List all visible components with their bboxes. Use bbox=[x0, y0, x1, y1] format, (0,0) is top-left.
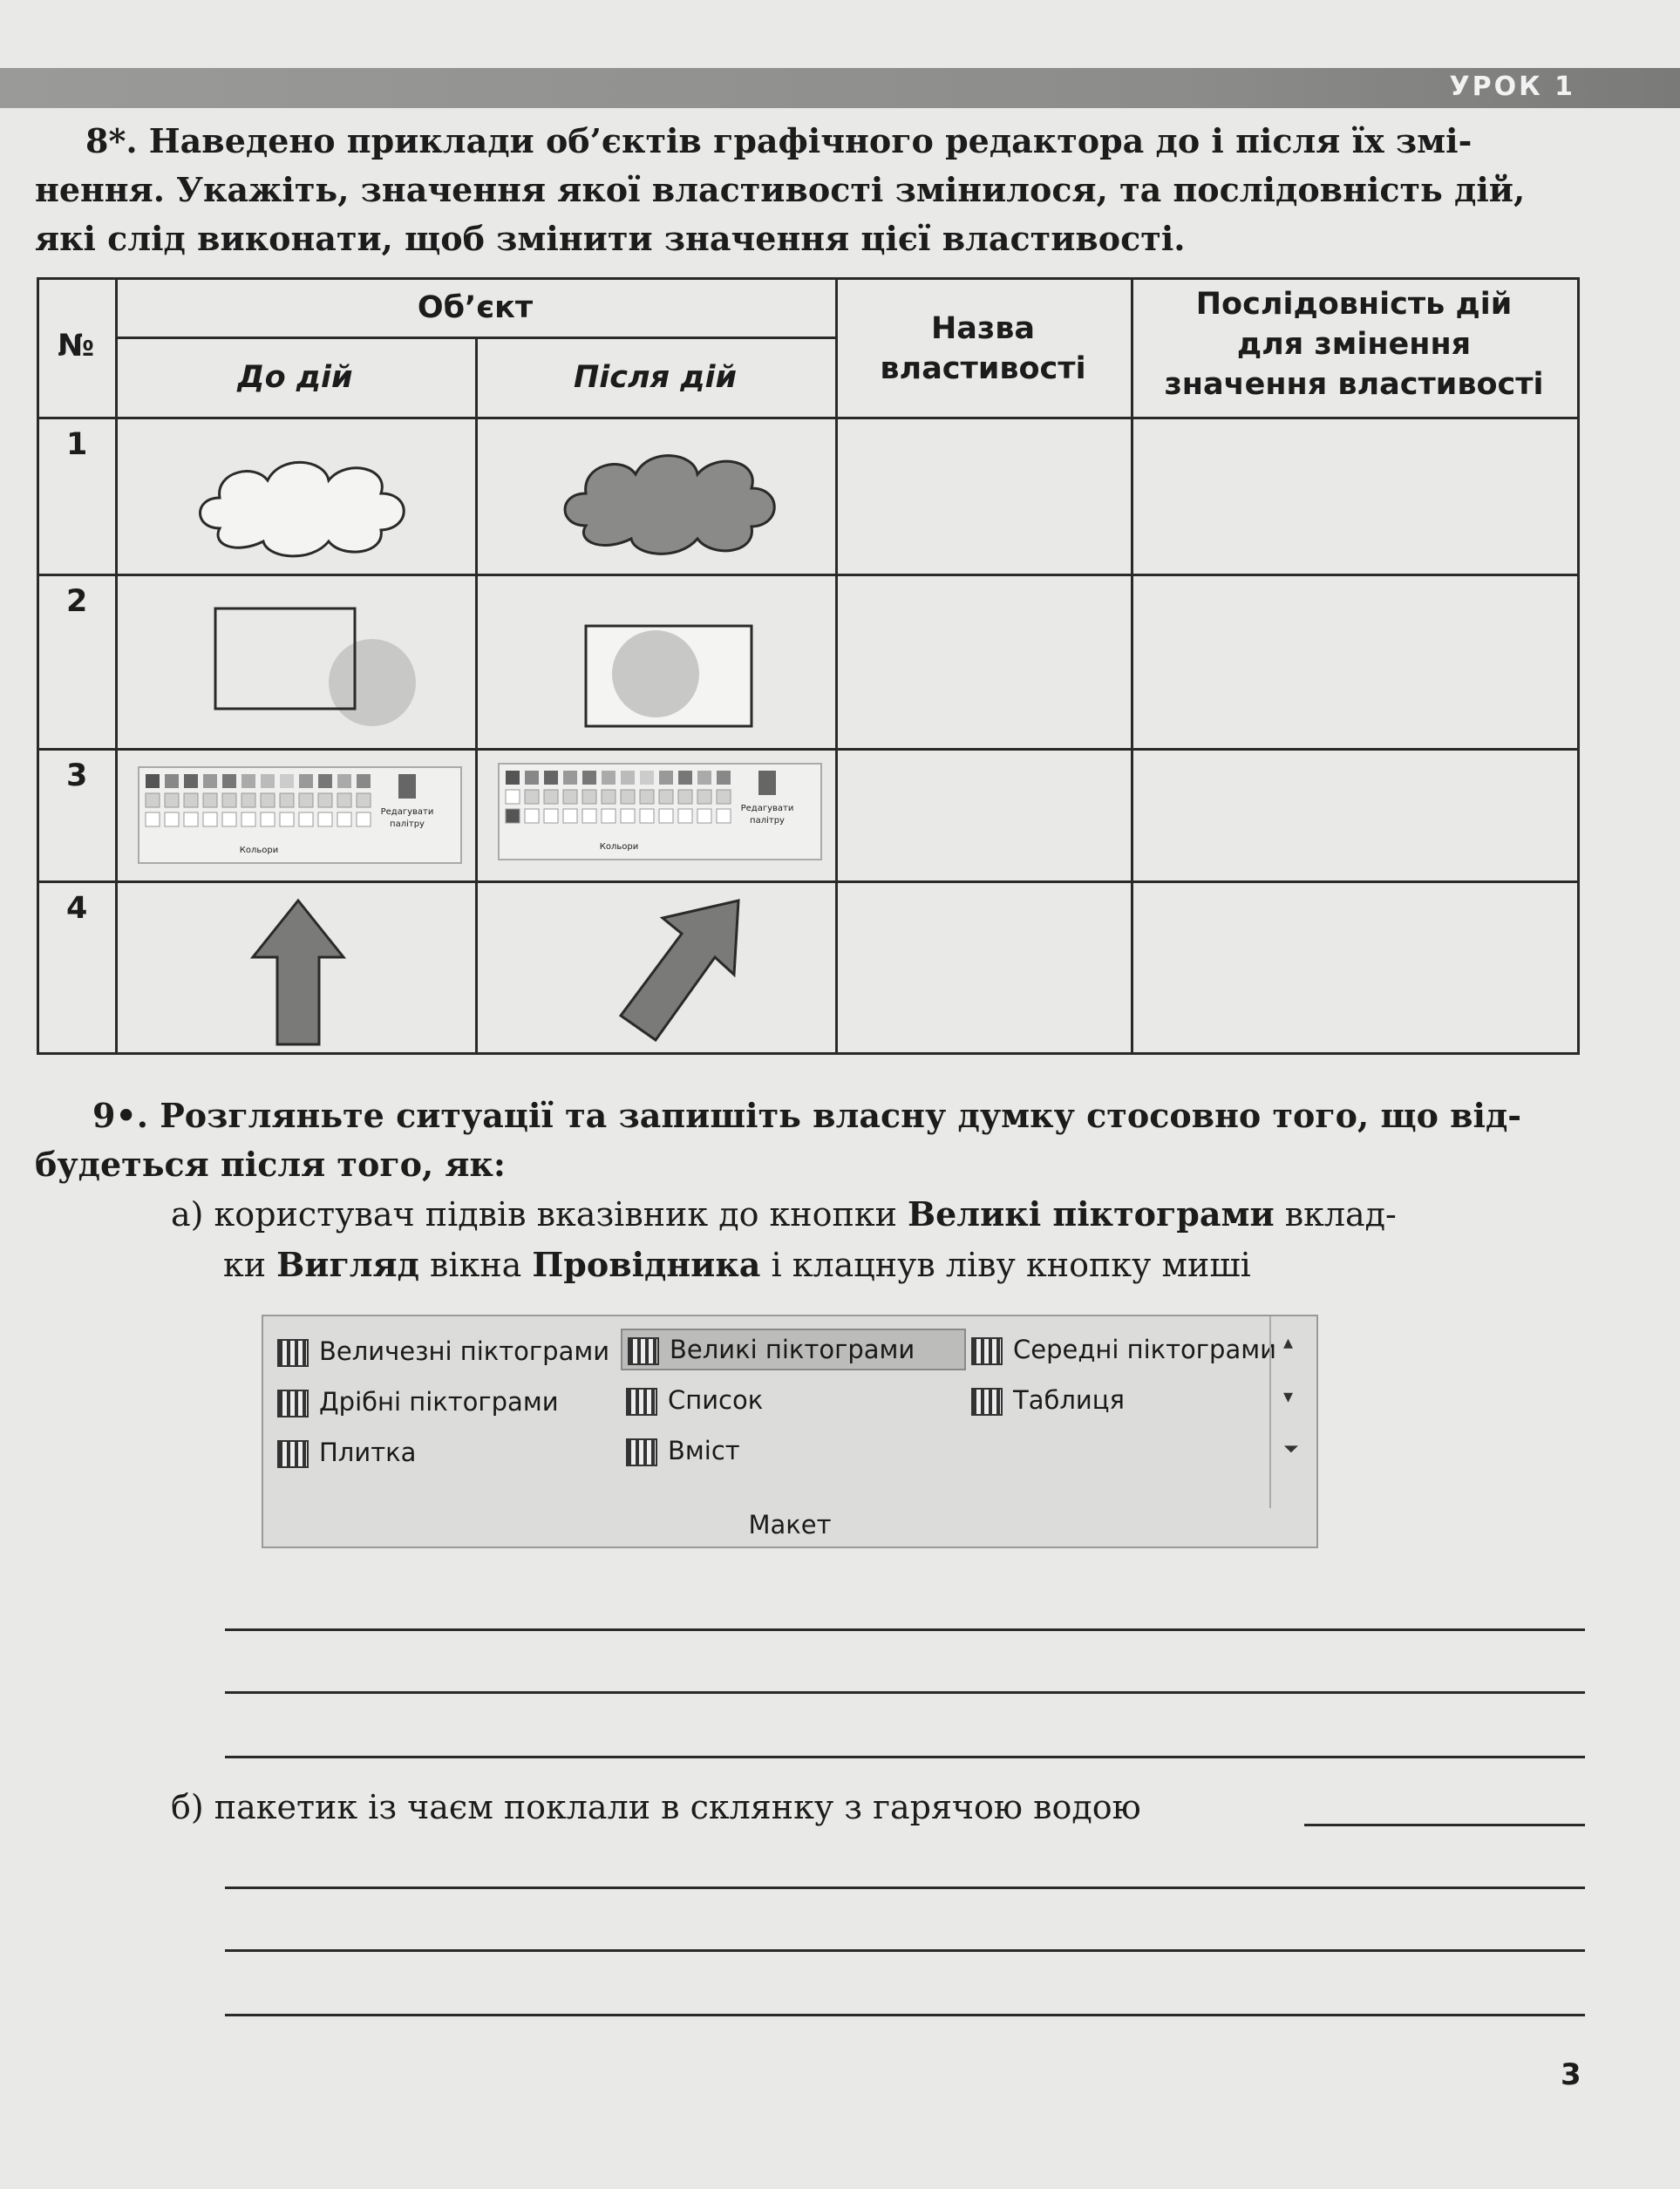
answer-line-b-0[interactable] bbox=[1304, 1824, 1585, 1826]
row-number-4: 4 bbox=[66, 891, 88, 926]
row-number-2: 2 bbox=[66, 584, 88, 619]
bold-large-icons: Великі піктограми bbox=[908, 1194, 1275, 1234]
answer-line-a-1[interactable] bbox=[225, 1628, 1585, 1631]
task-9-number: 9•. bbox=[92, 1096, 148, 1135]
task-9-line-1: Розгляньте ситуації та запишіть власну думку стосовно того, що від- bbox=[160, 1096, 1522, 1135]
answer-line-b-1[interactable] bbox=[225, 1886, 1585, 1889]
large-icons-option[interactable]: Великі піктограми bbox=[622, 1330, 964, 1369]
row-number-3: 3 bbox=[66, 758, 88, 793]
rect-circle-after-image bbox=[551, 591, 813, 739]
rect-circle-before-image bbox=[167, 591, 464, 739]
task-8-text bbox=[35, 117, 1587, 263]
col-header-number: № bbox=[57, 329, 95, 364]
list-option[interactable]: Список bbox=[626, 1381, 763, 1419]
cloud-after-image bbox=[551, 443, 813, 565]
row-number-1: 1 bbox=[66, 427, 88, 462]
palette-edit-label-2: палітру bbox=[750, 816, 785, 826]
explorer-layout-ribbon bbox=[262, 1315, 1318, 1548]
extra-large-icons-option[interactable]: Величезні піктограми bbox=[277, 1332, 609, 1370]
bold-explorer: Провідника bbox=[532, 1245, 761, 1284]
palette-edit-label-1: Редагувати bbox=[740, 804, 794, 813]
arrow-up-before-image bbox=[246, 896, 350, 1050]
cloud-before-image bbox=[185, 450, 446, 563]
extra-large-icons-icon bbox=[277, 1339, 309, 1367]
answer-line-b-3[interactable] bbox=[225, 2014, 1585, 2016]
col-header-property: Назва властивості bbox=[880, 311, 1086, 386]
content-icon bbox=[626, 1438, 657, 1466]
large-icons-icon bbox=[628, 1337, 659, 1365]
small-icons-option[interactable]: Дрібні піктограми bbox=[277, 1383, 559, 1421]
task-8-line-1: Наведено приклади об’єктів графічного редактора до і після їх змі- bbox=[148, 121, 1473, 160]
task-9b-text: б) пакетик із чаєм поклали в склянку з гарячою водою bbox=[171, 1788, 1141, 1826]
answer-line-b-2[interactable] bbox=[225, 1949, 1585, 1952]
answer-line-a-3[interactable] bbox=[225, 1756, 1585, 1758]
task-8-line-3: які слід виконати, щоб змінити значення цієї властивості. bbox=[35, 219, 1186, 258]
content-option[interactable]: Вміст bbox=[626, 1431, 740, 1470]
details-icon bbox=[971, 1388, 1003, 1416]
palette-after-image bbox=[497, 762, 828, 867]
task-8-line-2: нення. Укажіть, значення якої властивості змінилося, та послідовність дій, bbox=[35, 170, 1526, 209]
task-9-line-2: будеться після того, як: bbox=[35, 1145, 506, 1184]
lesson-label: УРОК 1 bbox=[1449, 71, 1575, 102]
page-number: 3 bbox=[1561, 2057, 1581, 2092]
bold-view: Вигляд bbox=[276, 1245, 419, 1284]
col-header-object: Об’єкт bbox=[417, 290, 534, 325]
answer-line-a-2[interactable] bbox=[225, 1691, 1585, 1694]
col-header-before: До дій bbox=[237, 360, 353, 395]
palette-edit-label-1: Редагувати bbox=[380, 807, 434, 817]
scroll-down-icon[interactable]: ▾ bbox=[1283, 1386, 1294, 1408]
palette-edit-label-2: палітру bbox=[390, 819, 425, 829]
col-header-after: Після дій bbox=[573, 360, 738, 395]
arrow-tilted-after-image bbox=[603, 892, 752, 1049]
details-option[interactable]: Таблиця bbox=[971, 1381, 1125, 1419]
palette-caption: Кольори bbox=[239, 846, 279, 855]
col-header-sequence: Послідовність дій для змінення значення властивості bbox=[1164, 287, 1544, 402]
tiles-icon bbox=[277, 1440, 309, 1468]
tiles-option[interactable]: Плитка bbox=[277, 1433, 416, 1472]
layout-group-caption: Макет bbox=[748, 1510, 832, 1540]
small-icons-icon bbox=[277, 1390, 309, 1417]
task-8-number: 8*. bbox=[85, 121, 138, 160]
palette-before-image bbox=[137, 765, 468, 870]
properties-table bbox=[37, 277, 1580, 1055]
list-icon bbox=[626, 1388, 657, 1416]
expand-gallery-icon[interactable]: ⏷ bbox=[1283, 1438, 1299, 1460]
task-9a-text: а) користувач підвів вказівник до кнопки Великі піктограми вклад- ки Вигляд вікна Провідника і клацнув ліву кнопку миші bbox=[171, 1194, 1397, 1284]
scroll-up-icon[interactable]: ▴ bbox=[1283, 1332, 1294, 1354]
palette-caption: Кольори bbox=[599, 842, 639, 852]
medium-icons-icon bbox=[971, 1337, 1003, 1365]
ribbon-scrollbar[interactable] bbox=[1269, 1316, 1316, 1508]
task-9-text bbox=[35, 1091, 1587, 1189]
medium-icons-option[interactable]: Середні піктограми bbox=[971, 1330, 1276, 1369]
lesson-header-bar bbox=[0, 68, 1680, 108]
